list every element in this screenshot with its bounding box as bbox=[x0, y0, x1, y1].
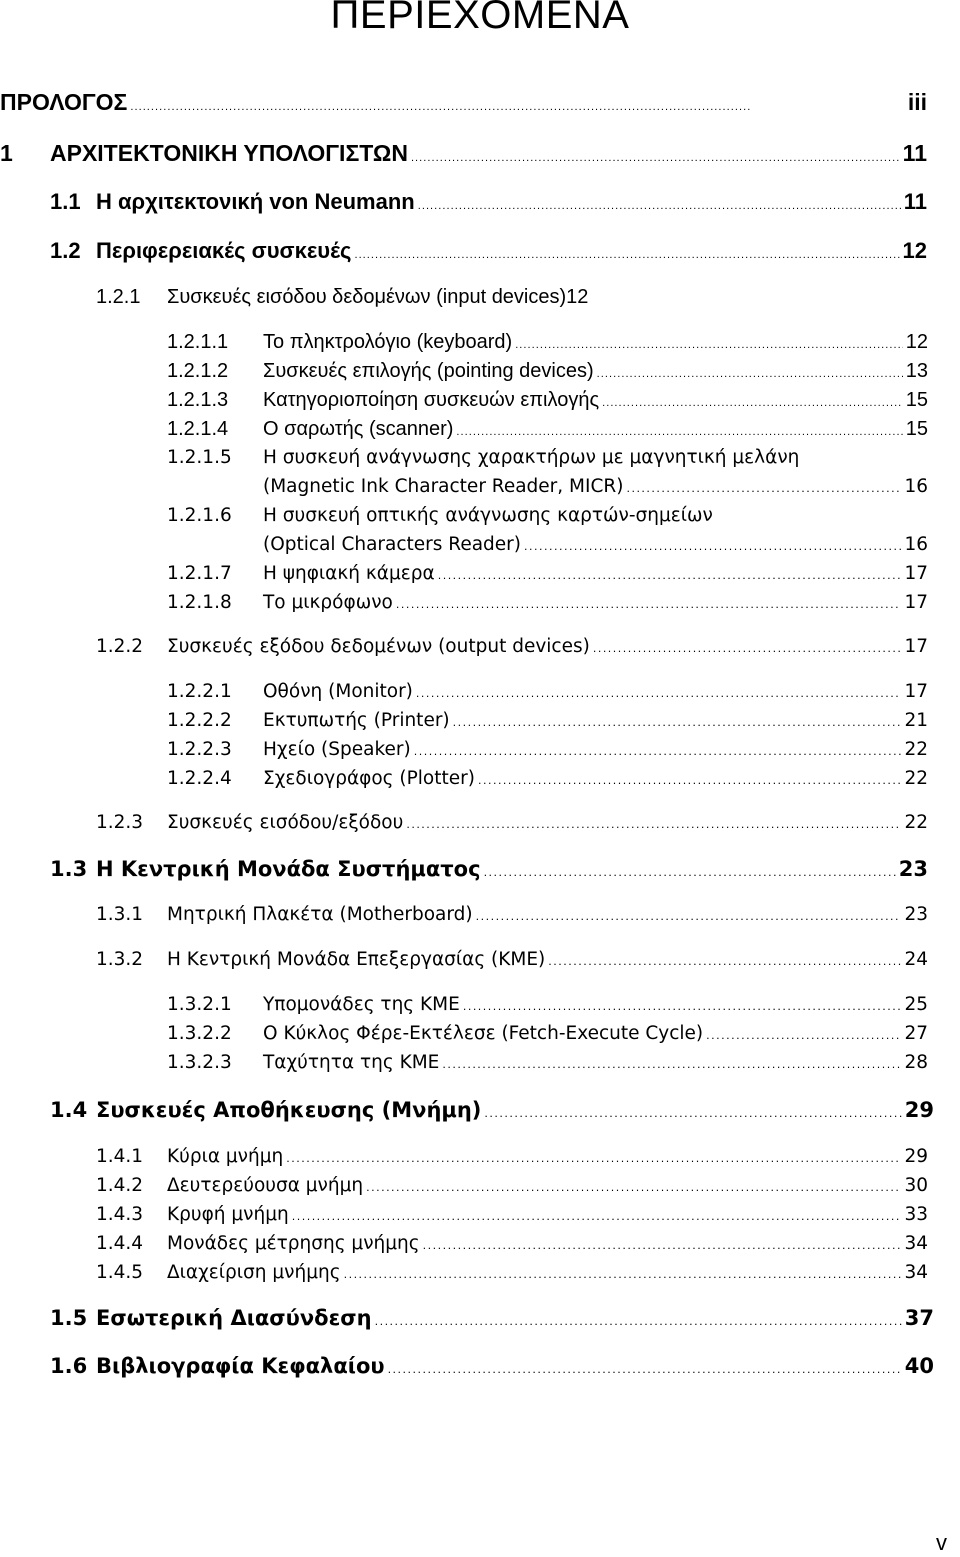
toc-entry-title: Δευτερεύουσα μνήμη bbox=[167, 1175, 364, 1196]
toc-entry-1-2[interactable] bbox=[50, 238, 927, 264]
leader-dots bbox=[418, 189, 901, 215]
leader-dots bbox=[286, 1146, 901, 1167]
leader-dots bbox=[484, 1098, 901, 1122]
leader-dots bbox=[593, 636, 902, 657]
toc-entry-page: 13 bbox=[905, 360, 928, 382]
toc-entry-number: 1.2.1.2 bbox=[167, 360, 229, 382]
toc-entry-number: 1.2.1.8 bbox=[167, 592, 232, 613]
toc-entry-1-2-1-5[interactable] bbox=[167, 447, 928, 468]
toc-entry-1-2-1-1[interactable] bbox=[167, 331, 928, 354]
leader-dots bbox=[406, 812, 901, 833]
toc-entry-number: 1.2.2 bbox=[96, 636, 144, 657]
toc-entry-title-continuation: (Magnetic Ink Character Reader, MICR) bbox=[263, 476, 624, 497]
page-number: v bbox=[936, 1530, 947, 1555]
leader-dots bbox=[626, 476, 901, 497]
toc-entry-number: 1.2 bbox=[50, 238, 81, 263]
toc-entry-1-3-2-1[interactable] bbox=[167, 994, 928, 1015]
leader-dots bbox=[438, 563, 902, 584]
toc-entry-number: 1.4.2 bbox=[96, 1175, 144, 1196]
toc-entry-number: 1.4.3 bbox=[96, 1204, 144, 1225]
toc-entry-page: 11 bbox=[902, 140, 927, 166]
toc-entry-title: Η συσκευή οπτικής ανάγνωσης καρτών-σημείων bbox=[263, 505, 713, 526]
toc-entry-title: Οθόνη (Monitor) bbox=[263, 681, 413, 702]
toc-entry-page: 15 bbox=[905, 389, 928, 411]
leader-dots bbox=[396, 592, 902, 613]
toc-entry-number: 1.3.2 bbox=[96, 949, 144, 970]
leader-dots bbox=[423, 1233, 902, 1254]
toc-entry-number: 1.2.2.1 bbox=[167, 681, 232, 702]
toc-entry-title: Κύρια μνήμη bbox=[167, 1146, 284, 1167]
toc-entry-1-6[interactable] bbox=[50, 1354, 934, 1378]
toc-entry-page: 30 bbox=[904, 1175, 928, 1196]
toc-entry-title: Ταχύτητα της ΚΜΕ bbox=[263, 1052, 440, 1073]
toc-entry-1-4-1[interactable] bbox=[96, 1146, 928, 1167]
toc-entry-number: 1.4.5 bbox=[96, 1262, 144, 1283]
leader-dots bbox=[476, 904, 902, 925]
toc-entry-page: 17 bbox=[904, 681, 928, 702]
toc-entry-title: Σχεδιογράφος (Plotter) bbox=[263, 768, 475, 789]
toc-entry-number: 1.2.1 bbox=[96, 286, 141, 308]
toc-entry-1-4-3[interactable] bbox=[96, 1204, 928, 1225]
toc-entry-title: Συσκευές εξόδου δεδομένων (output devices) bbox=[167, 636, 590, 657]
toc-entry-1-2-2-2[interactable] bbox=[167, 710, 928, 731]
leader-dots bbox=[411, 140, 900, 167]
toc-entry-page: 23 bbox=[904, 904, 928, 925]
toc-entry-1-1[interactable] bbox=[50, 189, 927, 215]
toc-entry-page: 11 bbox=[903, 189, 927, 214]
toc-entry-title: Περιφερειακές συσκευές bbox=[96, 238, 352, 263]
toc-entry-page: 34 bbox=[904, 1233, 928, 1254]
toc-entry-1-2-3[interactable] bbox=[96, 812, 928, 833]
page-title: ΠΕΡΙΕΧΟΜΕΝΑ bbox=[330, 0, 630, 37]
toc-entry-title: Ο σαρωτής (scanner) bbox=[263, 418, 454, 440]
leader-dots bbox=[484, 857, 896, 881]
toc-entry-title: Βιβλιογραφία Κεφαλαίου bbox=[96, 1354, 385, 1378]
toc-entry-title: Ηχείο (Speaker) bbox=[263, 739, 411, 760]
toc-entry-number: 1.2.1.5 bbox=[167, 447, 232, 468]
toc-entry-page: 12 bbox=[905, 331, 928, 353]
toc-entry-number: 1.2.1.3 bbox=[167, 389, 229, 411]
toc-entry-title: Εσωτερική Διασύνδεση bbox=[96, 1306, 372, 1330]
toc-entry-1-2-2-1[interactable] bbox=[167, 681, 928, 702]
toc-entry-title: Η Κεντρική Μονάδα Συστήματος bbox=[96, 857, 481, 881]
leader-dots bbox=[602, 389, 903, 412]
toc-entry-number: 1.3.2.3 bbox=[167, 1052, 232, 1073]
toc-entry-page: iii bbox=[907, 89, 927, 115]
toc-entry-title: Συσκευές εισόδου δεδομένων (input devices)12 bbox=[167, 286, 589, 308]
toc-entry-number: 1.6 bbox=[50, 1354, 88, 1378]
toc-entry-title: Συσκευές Αποθήκευσης (Μνήμη) bbox=[96, 1098, 482, 1122]
toc-entry-page: 17 bbox=[904, 592, 928, 613]
toc-entry-1-4-4[interactable] bbox=[96, 1233, 928, 1254]
toc-entry-page: 17 bbox=[904, 636, 928, 657]
toc-entry-page: 28 bbox=[904, 1052, 928, 1073]
toc-entry-title: Εκτυπωτής (Printer) bbox=[263, 710, 450, 731]
toc-entry-title: Μητρική Πλακέτα (Motherboard) bbox=[167, 904, 473, 925]
leader-dots bbox=[416, 681, 902, 702]
toc-entry-1-2-1-6[interactable] bbox=[167, 505, 928, 526]
toc-entry-number: 1.2.1.7 bbox=[167, 563, 232, 584]
leader-dots bbox=[524, 534, 901, 555]
toc-entry-title: Το μικρόφωνο bbox=[263, 592, 393, 613]
leader-dots bbox=[366, 1175, 901, 1196]
toc-entry-page: 21 bbox=[904, 710, 928, 731]
toc-entry-title: Η Κεντρική Μονάδα Επεξεργασίας (ΚΜΕ) bbox=[167, 949, 546, 970]
toc-entry-page: 29 bbox=[904, 1098, 934, 1122]
leader-dots bbox=[706, 1023, 901, 1044]
toc-entry-page: 12 bbox=[902, 238, 927, 263]
toc-entry-title: Κρυφή μνήμη bbox=[167, 1204, 289, 1225]
toc-entry-1-2-1-3[interactable] bbox=[167, 389, 928, 412]
toc-entry-chapter-1[interactable] bbox=[0, 140, 927, 167]
toc-entry-number: 1.4.4 bbox=[96, 1233, 144, 1254]
leader-dots bbox=[414, 739, 902, 760]
toc-entry-title: Υπομονάδες της ΚΜΕ bbox=[263, 994, 460, 1015]
toc-entry-page: 34 bbox=[904, 1262, 928, 1283]
toc-entry-page: 16 bbox=[904, 476, 928, 497]
toc-entry-1-5[interactable] bbox=[50, 1306, 934, 1330]
toc-entry-number: 1.2.3 bbox=[96, 812, 144, 833]
toc-entry-number: 1.2.1.4 bbox=[167, 418, 229, 440]
toc-entry-page: 15 bbox=[905, 418, 928, 440]
leader-dots bbox=[130, 89, 904, 116]
toc-entry-title: Η συσκευή ανάγνωσης χαρακτήρων με μαγνητική μελάνη bbox=[263, 447, 800, 468]
leader-dots bbox=[292, 1204, 902, 1225]
toc-entry-1-4-5[interactable] bbox=[96, 1262, 928, 1283]
toc-entry-number: 1.2.2.4 bbox=[167, 768, 232, 789]
toc-entry-1-2-1[interactable] bbox=[96, 286, 927, 309]
toc-entry-1-2-1-4[interactable] bbox=[167, 418, 928, 441]
leader-dots bbox=[453, 710, 902, 731]
toc-entry-number: 1.3.2.1 bbox=[167, 994, 232, 1015]
toc-entry-number: 1.2.2.2 bbox=[167, 710, 232, 731]
toc-entry-page: 25 bbox=[904, 994, 928, 1015]
toc-entry-number: 1.4.1 bbox=[96, 1146, 144, 1167]
toc-entry-page: 40 bbox=[904, 1354, 934, 1378]
toc-entry-1-2-1-5-continuation[interactable] bbox=[263, 476, 928, 497]
toc-entry-number: 1.1 bbox=[50, 189, 81, 214]
toc-entry-title: Μονάδες μέτρησης μνήμης bbox=[167, 1233, 420, 1254]
toc-entry-number: 1 bbox=[0, 140, 13, 166]
toc-entry-1-2-2-3[interactable] bbox=[167, 739, 928, 760]
leader-dots bbox=[463, 994, 902, 1015]
toc-entry-1-3-2-2[interactable] bbox=[167, 1023, 928, 1044]
toc-entry-page: 29 bbox=[904, 1146, 928, 1167]
toc-entry-1-3-2-3[interactable] bbox=[167, 1052, 928, 1073]
toc-entry-title: Το πληκτρολόγιο (keyboard) bbox=[263, 331, 513, 353]
toc-entry-title: Ο Κύκλος Φέρε-Εκτέλεσε (Fetch-Execute Cycle) bbox=[263, 1023, 704, 1044]
toc-entry-number: 1.3.1 bbox=[96, 904, 144, 925]
toc-entry-page: 17 bbox=[904, 563, 928, 584]
toc-entry-page: 27 bbox=[904, 1023, 928, 1044]
toc-entry-number: 1.2.1.1 bbox=[167, 331, 229, 353]
toc-entry-page: 16 bbox=[904, 534, 928, 555]
toc-entry-number: 1.3.2.2 bbox=[167, 1023, 232, 1044]
toc-entry-title: ΠΡΟΛΟΓΟΣ bbox=[0, 89, 128, 115]
toc-entry-1-4-2[interactable] bbox=[96, 1175, 928, 1196]
toc-entry-page: 24 bbox=[904, 949, 928, 970]
toc-entry-number: 1.5 bbox=[50, 1306, 88, 1330]
toc-entry-1-2-1-2[interactable] bbox=[167, 360, 928, 383]
toc-entry-title: Η αρχιτεκτονική von Neumann bbox=[96, 189, 415, 214]
toc-entry-title: Διαχείριση μνήμης bbox=[167, 1262, 341, 1283]
toc-entry-1-2-1-8[interactable] bbox=[167, 592, 928, 613]
toc-entry-title: Συσκευές εισόδου/εξόδου bbox=[167, 812, 404, 833]
toc-entry-title: Η ψηφιακή κάμερα bbox=[263, 563, 435, 584]
toc-entry-number: 1.2.1.6 bbox=[167, 505, 232, 526]
toc-entry-1-3-1[interactable] bbox=[96, 904, 928, 925]
toc-entry-page: 33 bbox=[904, 1204, 928, 1225]
leader-dots bbox=[375, 1306, 902, 1330]
toc-entry-1-2-2-4[interactable] bbox=[167, 768, 928, 789]
leader-dots bbox=[548, 949, 901, 970]
toc-entry-title: Συσκευές επιλογής (pointing devices) bbox=[263, 360, 594, 382]
toc-entry-title-continuation: (Optical Characters Reader) bbox=[263, 534, 521, 555]
toc-entry-prologue[interactable] bbox=[0, 89, 927, 116]
leader-dots bbox=[456, 418, 902, 441]
toc-entry-title: ΑΡΧΙΤΕΚΤΟΝΙΚΗ ΥΠΟΛΟΓΙΣΤΩΝ bbox=[50, 140, 408, 166]
toc-entry-number: 1.4 bbox=[50, 1098, 88, 1122]
toc-entry-number: 1.3 bbox=[50, 857, 88, 881]
leader-dots bbox=[515, 331, 903, 354]
leader-dots bbox=[388, 1354, 902, 1378]
toc-entry-page: 22 bbox=[904, 768, 928, 789]
toc-entry-page: 22 bbox=[904, 812, 928, 833]
toc-entry-title: Κατηγοριοποίηση συσκευών επιλογής bbox=[263, 389, 600, 411]
toc-entry-1-2-2[interactable] bbox=[96, 636, 928, 657]
leader-dots bbox=[442, 1052, 901, 1073]
toc-entry-1-4[interactable] bbox=[50, 1098, 934, 1122]
leader-dots bbox=[354, 238, 899, 264]
toc-entry-1-3[interactable] bbox=[50, 857, 928, 881]
leader-dots bbox=[344, 1262, 902, 1283]
leader-dots bbox=[478, 768, 901, 789]
toc-entry-number: 1.2.2.3 bbox=[167, 739, 232, 760]
leader-dots bbox=[597, 360, 903, 383]
toc-entry-page: 23 bbox=[898, 857, 928, 881]
toc-entry-page: 22 bbox=[904, 739, 928, 760]
toc-entry-1-3-2[interactable] bbox=[96, 949, 928, 970]
toc-entry-page: 37 bbox=[904, 1306, 934, 1330]
toc-entry-1-2-1-7[interactable] bbox=[167, 563, 928, 584]
toc-entry-1-2-1-6-continuation[interactable] bbox=[263, 534, 928, 555]
